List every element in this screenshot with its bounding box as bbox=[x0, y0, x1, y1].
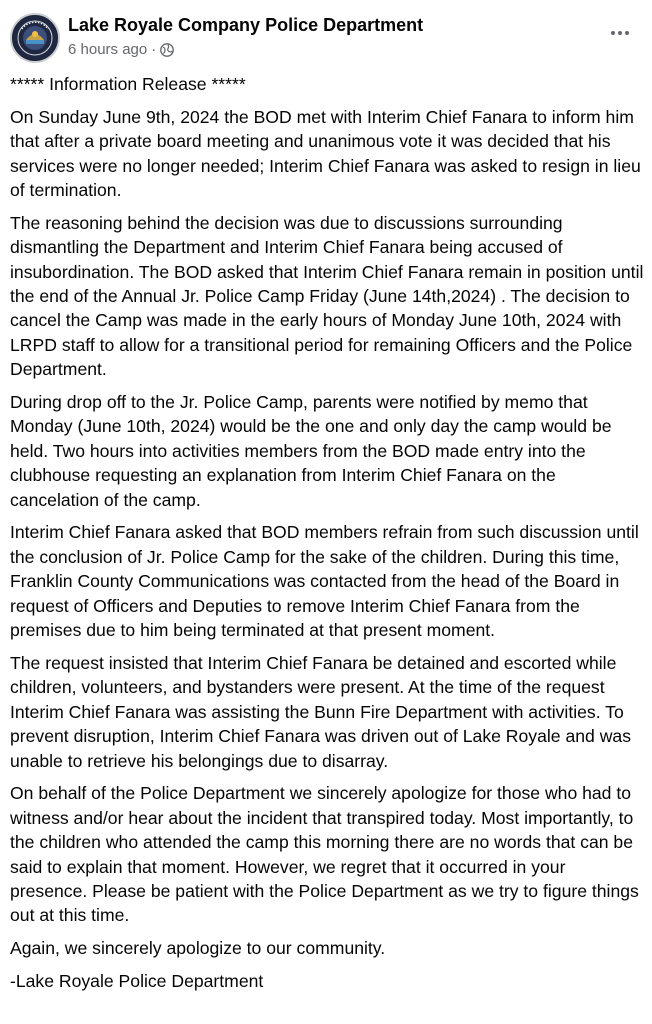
post-paragraph: On behalf of the Police Department we sincerely apologize for those who had to witness and/or hear about the incident that transpired today. Most importantly, to the children who attended the camp this morning there are no words that can be said to explain that moment. However, we regret that it occurred in your presence. Please be patient with the Police Department as we try to figure things out at this time. bbox=[10, 783, 639, 926]
post-paragraph: The request insisted that Interim Chief Fanara be detained and escorted while children, volunteers, and bystanders were present. At the time of the request Interim Chief Fanara was assisting the Bunn Fire Department with activities. To prevent disruption, Interim Chief Fanara was driven out of Lake Royale and was unable to retrieve his belongings due to disarray. bbox=[10, 652, 631, 771]
page-name[interactable]: Lake Royale Company Police Department bbox=[68, 15, 424, 35]
post-signature: -Lake Royale Police Department bbox=[10, 970, 264, 991]
post-header bbox=[10, 10, 642, 64]
post-paragraph: On Sunday June 9th, 2024 the BOD met with Interim Chief Fanara to inform him that after a private board meeting and unanimous vote it was decided that his services were no longer needed; Interim Chief Fanara was asked to resign in lieu of termination. bbox=[10, 106, 641, 201]
more-options-icon[interactable] bbox=[606, 22, 634, 44]
post-paragraph: Again, we sincerely apologize to our community. bbox=[10, 938, 386, 959]
post-meta bbox=[68, 41, 174, 58]
post-paragraph: Interim Chief Fanara asked that BOD members refrain from such discussion until the conclusion of Jr. Police Camp for the sake of the children. During this time, Franklin County Communications was contacted from the head of the Board in request of Officers and Deputies to remove Interim Chief Fanara from the premises due to him being terminated at that present moment. bbox=[10, 522, 639, 641]
post-body bbox=[10, 72, 646, 1002]
post-timestamp[interactable]: 6 hours ago bbox=[68, 41, 148, 58]
page-avatar[interactable] bbox=[10, 13, 60, 63]
globe-icon[interactable] bbox=[160, 43, 174, 57]
post-paragraph: During drop off to the Jr. Police Camp, parents were notified by memo that Monday (June 10th, 2024) would be the one and only day the camp would be held. Two hours into activities members from the BOD made entry into the clubhouse requesting an explanation from Interim Chief Fanara on the cancelation of the camp. bbox=[10, 392, 612, 510]
post-paragraph: ***** Information Release ***** bbox=[10, 74, 246, 94]
meta-separator: · bbox=[151, 41, 157, 58]
police-badge-logo-icon bbox=[12, 15, 58, 61]
post-paragraph: The reasoning behind the decision was due to discussions surrounding dismantling the Department and Interim Chief Fanara being accused of insubordination. The BOD asked that Interim Chief Fanara remain in position until the end of the Annual Jr. Police Camp Friday (June 14th,2024) . The decision to cancel the Camp was made in the early hours of Monday June 10th, 2024 with LRPD staff to allow for a transitional period for remaining Officers and the Police Department. bbox=[10, 212, 644, 380]
